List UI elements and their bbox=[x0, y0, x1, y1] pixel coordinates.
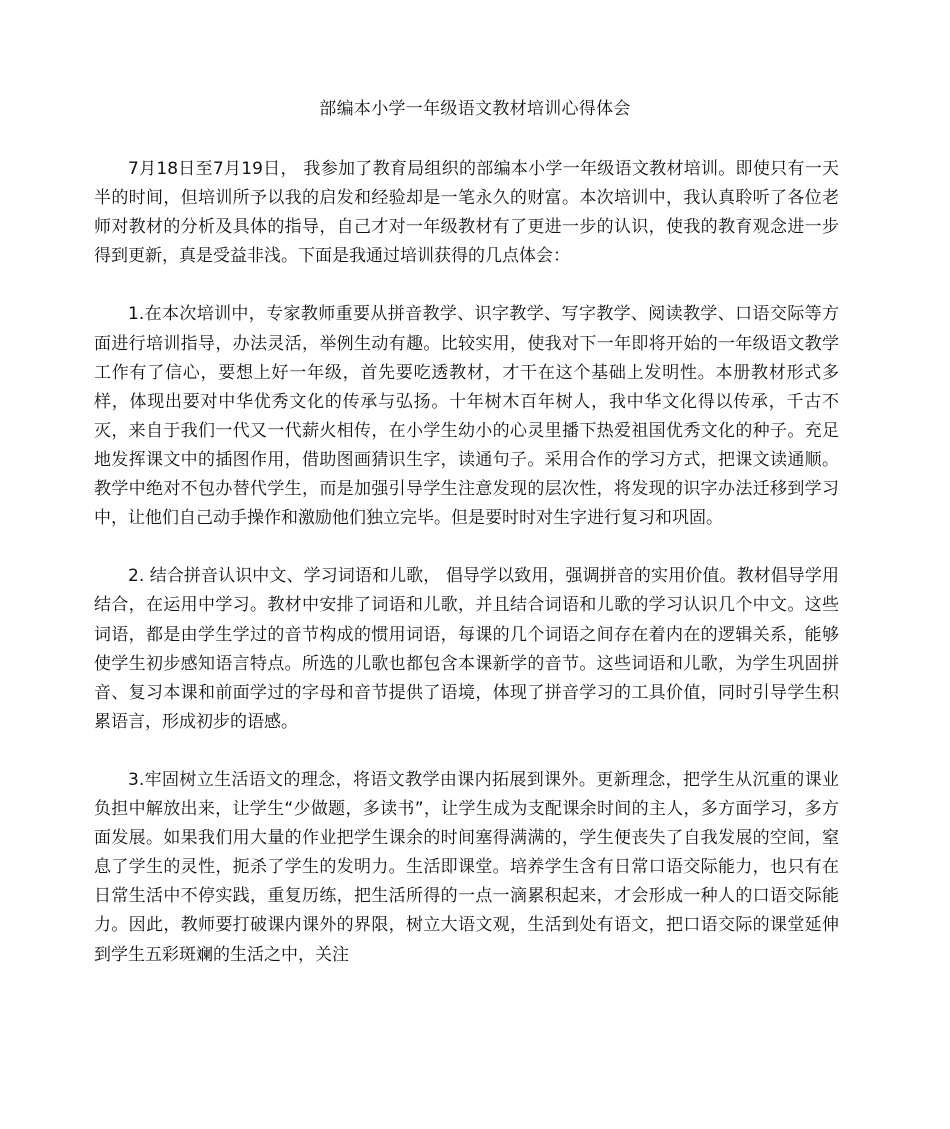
document-title: 部编本小学一年级语文教材培训心得体会 bbox=[319, 99, 631, 119]
paragraph-intro: 7月18日至7月19日， 我参加了教育局组织的部编本小学一年级语文教材培训。即使只有一天半的时间，但培训所予以我的启发和经验却是一笔永久的财富。本次培训中，我认真聆听了各位老师对教材的分析及具体的指导，自己才对一年级教材有了更进一步的认识，使我的教育观念进一步得到更新，真是受益非浅。下面是我通过培训获得的几点体会： bbox=[94, 159, 839, 267]
paragraph-point-3: 3.牢固树立生活语文的理念，将语文教学由课内拓展到课外。更新理念，把学生从沉重的课业负担中解放出来，让学生“少做题，多读书”，让学生成为支配课余时间的主人，多方面学习，多方面发展。如果我们用大量的作业把学生课余的时间塞得满满的，学生便丧失了自我发展的空间，窒息了学生的灵性，扼杀了学生的发明力。生活即课堂。培养学生含有日常口语交际能力，也只有在日常生活中不停实践，重复历练，把生活所得的一点一滴累积起来，才会形成一种人的口语交际能力。因此，教师要打破课内课外的界限，树立大语文观，生活到处有语文，把口语交际的课堂延伸到学生五彩斑斓的生活之中，关注 bbox=[94, 769, 839, 965]
document-body bbox=[94, 155, 839, 970]
paragraph-point-2: 2. 结合拼音认识中文、学习词语和儿歌， 倡导学以致用，强调拼音的实用价值。教材倡导学用结合，在运用中学习。教材中安排了词语和儿歌，并且结合词语和儿歌的学习认识几个中文。这些词语，都是由学生学过的音节构成的惯用词语，每课的几个词语之间存在着内在的逻辑关系，能够使学生初步感知语言特点。所选的儿歌也都包含本课新学的音节。这些词语和儿歌，为学生巩固拼音、复习本课和前面学过的字母和音节提供了语境，体现了拼音学习的工具价值，同时引导学生积累语言，形成初步的语感。 bbox=[94, 566, 839, 732]
paragraph-point-1: 1.在本次培训中，专家教师重要从拼音教学、识字教学、写字教学、阅读教学、口语交际等方面进行培训指导，办法灵活，举例生动有趣。比较实用，使我对下一年即将开始的一年级语文教学工作有了信心，要想上好一年级，首先要吃透教材，才干在这个基础上发明性。本册教材形式多样，体现出要对中华优秀文化的传承与弘扬。十年树木百年树人，我中华文化得以传承，千古不灭，来自于我们一代又一代薪火相传，在小学生幼小的心灵里播下热爱祖国优秀文化的种子。充足地发挥课文中的插图作用，借助图画猜识生字，读通句子。采用合作的学习方式，把课文读通顺。教学中绝对不包办替代学生，而是加强引导学生注意发现的层次性，将发现的识字办法迁移到学习中，让他们自己动手操作和激励他们独立完毕。但是要时时对生字进行复习和巩固。 bbox=[94, 304, 839, 529]
